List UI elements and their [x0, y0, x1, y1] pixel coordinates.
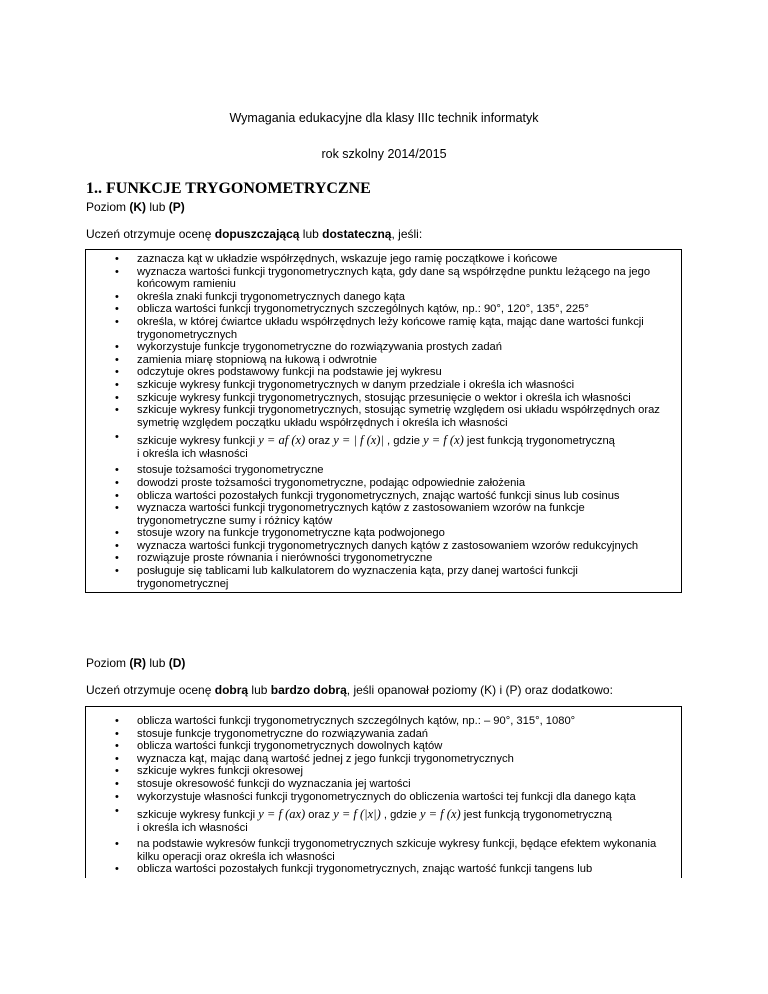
- list-item: • szkicuje wykresy funkcji y = af (x) oraz y = | f (x)| , gdzie y = f (x) jest funkcją trygonometryczną i określa ich własności: [115, 431, 615, 461]
- list-item: [86, 253, 681, 266]
- list-item-text: odczytuje okres podstawowy funkcji na podstawie jej wykresu: [137, 366, 442, 379]
- list-item-text: stosuje tożsamości trygonometryczne: [137, 464, 324, 477]
- list-item: [86, 838, 681, 863]
- bullet-icon: •: [115, 765, 119, 778]
- list-item-text: dowodzi proste tożsamości trygonometryczne, podając odpowiednie założenia: [137, 476, 526, 489]
- bullet-icon: •: [115, 790, 119, 803]
- bullet-icon: •: [115, 727, 119, 740]
- bullet-icon: •: [115, 565, 119, 578]
- list-item-text: szkicuje wykresy funkcji trygonometrycznych w danym przedziale i określa ich własności: [137, 378, 575, 391]
- list-item: [86, 715, 681, 728]
- list-item-text: wyznacza wartości funkcji trygonometrycznych kątów z zastosowaniem wzorów na funkcje trygonometryczne sumy i różnicy kątów: [137, 502, 585, 527]
- list-item-text: stosuje okresowość funkcji do wyznaczania jej wartości: [137, 777, 411, 790]
- bullet-icon: •: [115, 253, 119, 265]
- list-item-text: oblicza wartości pozostałych funkcji trygonometrycznych, znając wartość funkcji tangens lub: [137, 863, 593, 876]
- bullet-icon: •: [115, 476, 119, 489]
- bullet-icon: •: [115, 539, 119, 552]
- list-item-text: szkicuje wykresy funkcji trygonometrycznych, stosując symetrię względem osi układu współrzędnych oraz symetrię względem początku układu współrzędnych i określa ich własności: [137, 404, 660, 429]
- list-item-text: szkicuje wykres funkcji okresowej: [137, 765, 303, 778]
- requirements-box-1: [85, 249, 682, 593]
- bullet-icon: •: [115, 265, 119, 278]
- list-item-text: wykorzystuje własności funkcji trygonometrycznych do obliczenia wartości tej funkcji dla danego kąta: [137, 790, 636, 803]
- bullet-icon: •: [115, 838, 119, 851]
- list-item: [86, 552, 681, 565]
- bullet-icon: •: [115, 527, 119, 540]
- list-item-text: posługuje się tablicami lub kalkulatorem do wyznaczenia kąta, przy danej wartości funkcji trygonometrycznej: [137, 565, 578, 590]
- formula-list: [86, 431, 681, 464]
- list-item-text: określa, w której ćwiartce układu współrzędnych leży końcowe ramię kąta, mając dane wartości funkcji trygonometrycznych: [137, 315, 644, 341]
- bullet-icon: •: [115, 777, 119, 790]
- bullet-icon: •: [115, 863, 119, 876]
- bullet-icon: •: [115, 502, 119, 515]
- list-item-text: stosuje wzory na funkcje trygonometryczne kąta podwojonego: [137, 527, 445, 540]
- bullet-icon: •: [115, 752, 119, 765]
- list-item: [86, 392, 681, 405]
- list-item: [86, 502, 681, 527]
- list-item-text: zamienia miarę stopniową na łukową i odwrotnie: [137, 353, 378, 366]
- bullet-icon: •: [115, 431, 119, 444]
- list-item: [86, 464, 681, 477]
- bullet-icon: •: [115, 341, 119, 354]
- bullet-icon: •: [115, 464, 119, 477]
- list-item: [86, 565, 681, 590]
- bullet-icon: •: [115, 366, 119, 379]
- list-item: • szkicuje wykresy funkcji y = f (ax) oraz y = f (|x|) , gdzie y = f (x) jest funkcją trygonometryczną i określa ich własności: [115, 805, 612, 835]
- level-line-1: Poziom (K) lub (P): [86, 200, 185, 214]
- list-item: [86, 379, 681, 392]
- bullet-icon: •: [115, 740, 119, 753]
- list-item-text: oblicza wartości funkcji trygonometrycznych szczególnych kątów, np.: 90°, 120°, 135°, 225°: [137, 303, 589, 316]
- list-item: [86, 791, 681, 804]
- bullet-icon: •: [115, 315, 119, 328]
- list-item: [86, 477, 681, 490]
- list-item: [86, 303, 681, 316]
- list-item-text: stosuje funkcje trygonometryczne do rozwiązywania zadań: [137, 727, 429, 740]
- bullet-icon: •: [115, 552, 119, 565]
- bullet-icon: •: [115, 715, 119, 727]
- list-item: [86, 527, 681, 540]
- bullet-icon: •: [115, 404, 119, 417]
- bullet-icon: •: [115, 303, 119, 316]
- list-item: [86, 740, 681, 753]
- requirements-list: [86, 707, 681, 805]
- requirements-box-2: [85, 706, 682, 878]
- requirements-list: [86, 464, 681, 592]
- list-item: [86, 266, 681, 291]
- list-item: [86, 765, 681, 778]
- list-item-text: rozwiązuje proste równania i nierówności trygonometryczne: [137, 552, 433, 565]
- list-item: [86, 366, 681, 379]
- grade-intro-2: Uczeń otrzymuje ocenę dobrą lub bardzo dobrą, jeśli opanował poziomy (K) i (P) oraz dodatkowo:: [86, 683, 613, 697]
- list-item: [86, 728, 681, 741]
- bullet-icon: •: [115, 353, 119, 366]
- list-item: [86, 316, 681, 341]
- list-item: [86, 778, 681, 791]
- bullet-icon: •: [115, 378, 119, 391]
- requirements-list: [86, 250, 681, 431]
- list-item: [86, 540, 681, 553]
- list-item: [86, 404, 681, 429]
- bullet-icon: •: [115, 391, 119, 404]
- list-item: [86, 291, 681, 304]
- list-item-text: zaznacza kąt w układzie współrzędnych, wskazuje jego ramię początkowe i końcowe: [137, 253, 558, 265]
- bullet-icon: •: [115, 290, 119, 303]
- list-item: [86, 863, 681, 876]
- bullet-icon: •: [115, 805, 119, 818]
- list-item-text: oblicza wartości funkcji trygonometrycznych dowolnych kątów: [137, 740, 443, 753]
- requirements-list: [86, 838, 681, 878]
- list-item-text: oblicza wartości pozostałych funkcji trygonometrycznych, znając wartość funkcji sinus lub cosinus: [137, 489, 620, 502]
- list-item-text: wyznacza kąt, mając daną wartość jednej z jego funkcji trygonometrycznych: [137, 752, 514, 765]
- grade-intro-1: Uczeń otrzymuje ocenę dopuszczającą lub dostateczną, jeśli:: [86, 227, 423, 241]
- list-item-text: wyznacza wartości funkcji trygonometrycznych kąta, gdy dane są współrzędne punktu leżącego na jego końcowym ramieniu: [137, 265, 651, 291]
- list-item: [86, 341, 681, 354]
- list-item-text: na podstawie wykresów funkcji trygonometrycznych szkicuje wykresy funkcji, będące efektem wykonania kilku operacji oraz określa ich własności: [137, 838, 657, 863]
- bullet-icon: •: [115, 489, 119, 502]
- level-line-2: Poziom (R) lub (D): [86, 656, 186, 670]
- list-item: [86, 490, 681, 503]
- formula-list: [86, 805, 681, 838]
- section-heading: 1.. FUNKCJE TRYGONOMETRYCZNE: [86, 180, 371, 197]
- document-title: Wymagania edukacyjne dla klasy IIIc technik informatyk: [229, 111, 539, 125]
- list-item: [86, 354, 681, 367]
- school-year: rok szkolny 2014/2015: [321, 147, 447, 161]
- list-item-text: oblicza wartości funkcji trygonometrycznych szczególnych kątów, np.: – 90°, 315°, 1080°: [137, 715, 576, 727]
- list-item-text: wyznacza wartości funkcji trygonometrycznych danych kątów z zastosowaniem wzorów redukcyjnych: [137, 539, 639, 552]
- list-item-text: szkicuje wykresy funkcji trygonometrycznych, stosując przesunięcie o wektor i określa ich własności: [137, 391, 631, 404]
- list-item: [86, 753, 681, 766]
- list-item-text: wykorzystuje funkcje trygonometryczne do rozwiązywania prostych zadań: [137, 341, 502, 354]
- list-item-text: określa znaki funkcji trygonometrycznych danego kąta: [137, 290, 406, 303]
